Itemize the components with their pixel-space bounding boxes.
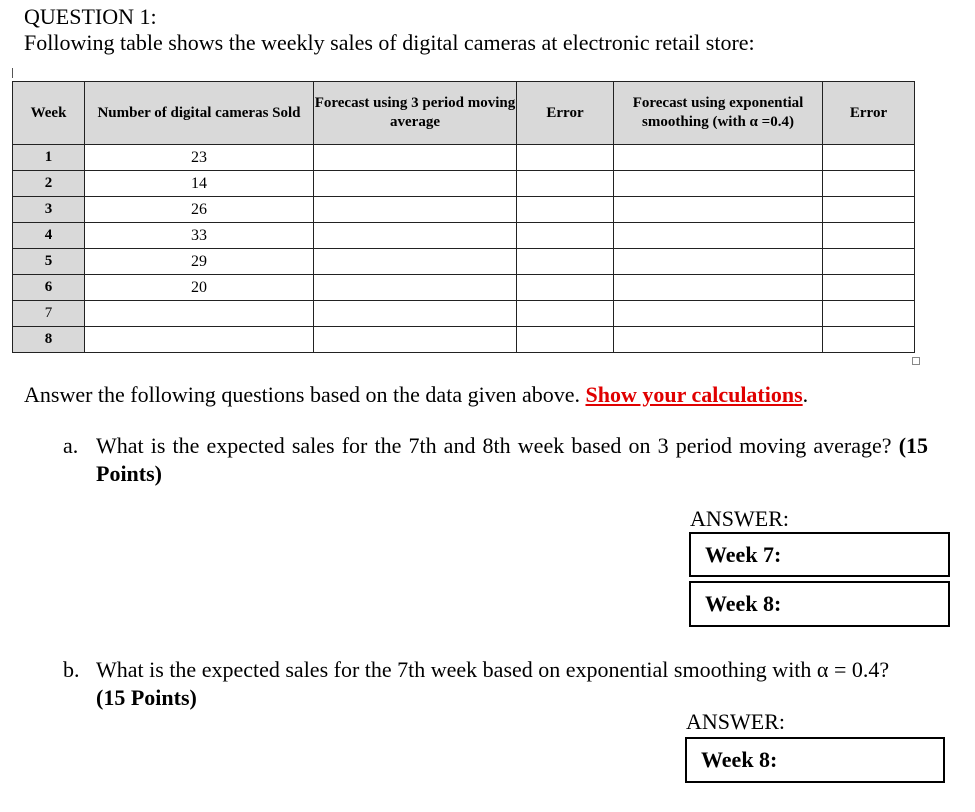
- header-exp-smoothing: Forecast using exponential smoothing (with α =0.4): [614, 82, 823, 145]
- es-forecast-cell[interactable]: [614, 145, 823, 171]
- ma-error-cell[interactable]: [517, 145, 614, 171]
- ma-error-cell[interactable]: [517, 249, 614, 275]
- sales-table: [12, 81, 915, 353]
- es-error-cell[interactable]: [823, 327, 915, 353]
- header-cameras-sold: Number of digital cameras Sold: [85, 82, 314, 145]
- answer-a-week8-label: Week 8:: [705, 591, 782, 616]
- table-row: [13, 197, 915, 223]
- ma-error-cell[interactable]: [517, 327, 614, 353]
- sold-cell[interactable]: [85, 301, 314, 327]
- es-error-cell[interactable]: [823, 145, 915, 171]
- sold-cell: 26: [85, 197, 314, 223]
- es-forecast-cell[interactable]: [614, 171, 823, 197]
- es-error-cell[interactable]: [823, 249, 915, 275]
- es-forecast-cell[interactable]: [614, 327, 823, 353]
- week-cell: 1: [13, 145, 85, 171]
- ma-forecast-cell[interactable]: [314, 301, 517, 327]
- week-cell: 8: [13, 327, 85, 353]
- ma-forecast-cell[interactable]: [314, 197, 517, 223]
- answer-b-week8-label: Week 8:: [701, 747, 778, 772]
- es-error-cell[interactable]: [823, 301, 915, 327]
- table-header-row: [13, 82, 915, 145]
- es-error-cell[interactable]: [823, 197, 915, 223]
- instructions: [24, 382, 808, 408]
- table-row: [13, 301, 915, 327]
- sold-cell: 14: [85, 171, 314, 197]
- ma-error-cell[interactable]: [517, 223, 614, 249]
- ma-error-cell[interactable]: [517, 197, 614, 223]
- table-corner-mark: [12, 68, 13, 78]
- sold-cell: 29: [85, 249, 314, 275]
- ma-error-cell[interactable]: [517, 301, 614, 327]
- answer-a-week7-label: Week 7:: [705, 541, 782, 567]
- header-moving-average: Forecast using 3 period moving average: [314, 82, 517, 145]
- week-cell: 4: [13, 223, 85, 249]
- ma-forecast-cell[interactable]: [314, 249, 517, 275]
- sold-cell: 23: [85, 145, 314, 171]
- instructions-text: Answer the following questions based on the data given above.: [24, 382, 580, 407]
- ma-forecast-cell[interactable]: [314, 171, 517, 197]
- question-b-text: What is the expected sales for the 7th week based on exponential smoothing with α = 0.4?: [96, 657, 890, 682]
- sold-cell: 20: [85, 275, 314, 301]
- es-forecast-cell[interactable]: [614, 197, 823, 223]
- question-b-letter: b.: [63, 657, 80, 682]
- week-cell: 6: [13, 275, 85, 301]
- es-forecast-cell[interactable]: [614, 223, 823, 249]
- ma-forecast-cell[interactable]: [314, 223, 517, 249]
- sold-cell[interactable]: [85, 327, 314, 353]
- table-row: [13, 327, 915, 353]
- es-error-cell[interactable]: [823, 223, 915, 249]
- week-cell: 3: [13, 197, 85, 223]
- table-resize-handle[interactable]: [912, 357, 920, 365]
- es-forecast-cell[interactable]: [614, 301, 823, 327]
- week-cell: 2: [13, 171, 85, 197]
- ma-forecast-cell[interactable]: [314, 145, 517, 171]
- question-a-text-block: [96, 432, 928, 488]
- week-cell: 5: [13, 249, 85, 275]
- es-forecast-cell[interactable]: [614, 275, 823, 301]
- instructions-emphasis: Show your calculations: [585, 382, 803, 407]
- question-intro: Following table shows the weekly sales of digital cameras at electronic retail store:: [24, 30, 755, 55]
- sold-cell: 33: [85, 223, 314, 249]
- table-row: [13, 275, 915, 301]
- header-week: Week: [13, 82, 85, 145]
- answer-a-label: ANSWER:: [690, 506, 789, 531]
- ma-forecast-cell[interactable]: [314, 275, 517, 301]
- es-error-cell[interactable]: [823, 275, 915, 301]
- es-error-cell[interactable]: [823, 171, 915, 197]
- question-title: QUESTION 1:: [24, 4, 157, 29]
- table-row: [13, 145, 915, 171]
- answer-b-week8-box[interactable]: [685, 737, 945, 783]
- week-cell: 7: [13, 301, 85, 327]
- table-row: [13, 171, 915, 197]
- question-a-text: What is the expected sales for the 7th and 8th week based on 3 period moving average?: [96, 433, 892, 458]
- es-forecast-cell[interactable]: [614, 249, 823, 275]
- answer-a-week8-box[interactable]: [689, 581, 950, 627]
- instructions-end: .: [802, 382, 809, 407]
- table-row: [13, 223, 915, 249]
- answer-b-label: ANSWER:: [686, 709, 785, 734]
- question-a-letter: a.: [63, 433, 79, 458]
- question-b-text-block: [96, 656, 916, 712]
- ma-error-cell[interactable]: [517, 171, 614, 197]
- table-row: [13, 249, 915, 275]
- ma-error-cell[interactable]: [517, 275, 614, 301]
- question-a-points: (15 Points): [96, 433, 929, 486]
- question-b-points: (15 Points): [96, 685, 197, 710]
- answer-a-week7-box[interactable]: [689, 532, 950, 577]
- ma-forecast-cell[interactable]: [314, 327, 517, 353]
- header-error-es: Error: [823, 82, 915, 145]
- header-error-ma: Error: [517, 82, 614, 145]
